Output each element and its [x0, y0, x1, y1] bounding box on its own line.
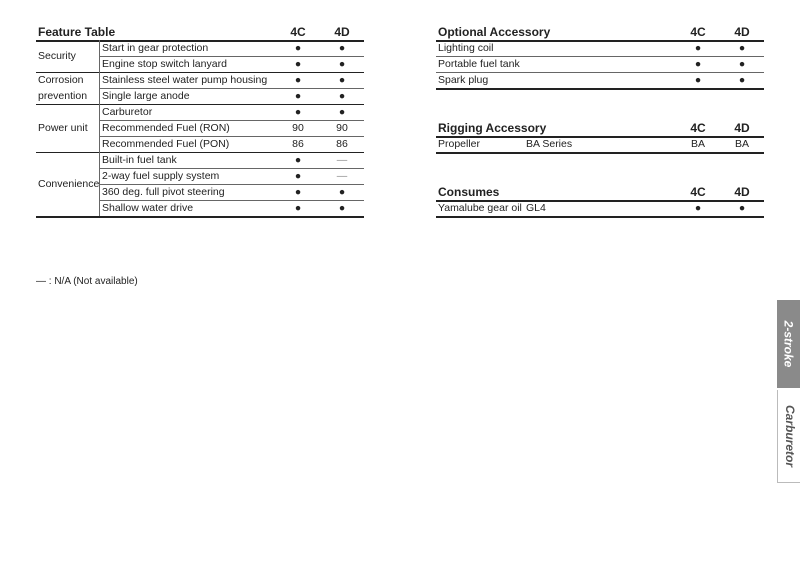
value-4c: ● — [294, 90, 302, 102]
rigging-accessory-col-4c: 4C — [690, 121, 706, 135]
value-4d: ● — [338, 58, 346, 70]
feature-cell: Start in gear protection — [102, 42, 209, 54]
value-4c: ● — [294, 42, 302, 54]
value-4c: ● — [694, 58, 702, 70]
value-4c: ● — [694, 202, 702, 214]
value-4c: 86 — [292, 138, 304, 150]
optional-accessory-title: Optional Accessory — [438, 25, 551, 39]
consumable-detail: GL4 — [526, 202, 546, 214]
feature-table-bottom-rule — [36, 216, 364, 218]
feature-cell: Single large anode — [102, 90, 190, 102]
footnote: — : N/A (Not available) — [36, 276, 138, 287]
value-4c: ● — [294, 106, 302, 118]
optional-accessory-col-4d: 4D — [734, 25, 750, 39]
value-4d: — — [336, 170, 348, 182]
optional-accessory-bottom-rule — [436, 88, 764, 90]
side-tab-2-stroke-label: 2-stroke — [781, 320, 796, 368]
accessory-item: Propeller — [438, 138, 481, 150]
side-tab-carburetor[interactable] — [777, 390, 800, 483]
value-4d: 90 — [336, 122, 348, 134]
consumable-item: Yamalube gear oil — [438, 202, 522, 214]
rigging-accessory-title: Rigging Accessory — [438, 121, 547, 135]
group-divider — [36, 104, 364, 105]
group-label-convenience: Convenience — [38, 178, 100, 190]
value-4d: — — [336, 154, 348, 166]
value-4d: ● — [338, 42, 346, 54]
feature-cell: Stainless steel water pump housing — [102, 74, 268, 86]
value-4c: ● — [294, 74, 302, 86]
consumes-col-4c: 4C — [690, 185, 706, 199]
feature-cell: Carburetor — [102, 106, 153, 118]
feature-cell: 2-way fuel supply system — [102, 170, 220, 182]
feature-cell: Recommended Fuel (PON) — [102, 138, 230, 150]
consumes-col-4d: 4D — [734, 185, 750, 199]
consumes-bottom-rule — [436, 216, 764, 218]
accessory-detail: BA Series — [526, 138, 573, 150]
group-label-corrosion-prevention: Corrosion prevention — [38, 74, 88, 102]
group-divider — [36, 152, 364, 153]
value-4c: 90 — [292, 122, 304, 134]
rigging-accessory-bottom-rule — [436, 152, 764, 154]
value-4c: BA — [690, 138, 705, 150]
feature-cell: Engine stop switch lanyard — [102, 58, 227, 70]
value-4c: ● — [694, 42, 702, 54]
value-4d: 86 — [336, 138, 348, 150]
value-4d: ● — [338, 106, 346, 118]
feature-cell: Built-in fuel tank — [102, 154, 177, 166]
feature-table-col-4d: 4D — [334, 25, 350, 39]
accessory-item: Portable fuel tank — [438, 58, 520, 70]
value-4d: ● — [338, 90, 346, 102]
consumes-title: Consumes — [438, 185, 500, 199]
value-4c: ● — [294, 58, 302, 70]
value-4d: ● — [338, 202, 346, 214]
value-4d: ● — [738, 74, 746, 86]
column-divider — [99, 40, 100, 216]
rigging-accessory-col-4d: 4D — [734, 121, 750, 135]
value-4c: ● — [294, 154, 302, 166]
value-4c: ● — [294, 170, 302, 182]
value-4c: ● — [294, 202, 302, 214]
feature-table-title: Feature Table — [38, 25, 116, 39]
value-4c: ● — [694, 74, 702, 86]
side-tab-2-stroke[interactable] — [777, 300, 800, 388]
accessory-item: Spark plug — [438, 74, 489, 86]
value-4d: ● — [338, 186, 346, 198]
accessory-item: Lighting coil — [438, 42, 494, 54]
feature-table-col-4c: 4C — [290, 25, 306, 39]
rigging-accessory-header-rule — [436, 136, 764, 138]
feature-cell: Recommended Fuel (RON) — [102, 122, 230, 134]
feature-cell: Shallow water drive — [102, 202, 194, 214]
value-4d: ● — [738, 202, 746, 214]
group-label-power-unit: Power unit — [38, 122, 88, 134]
group-label-security: Security — [38, 50, 76, 62]
value-4d: BA — [734, 138, 749, 150]
side-tab-carburetor-label: Carburetor — [782, 404, 797, 468]
value-4d: ● — [738, 58, 746, 70]
value-4d: ● — [738, 42, 746, 54]
feature-cell: 360 deg. full pivot steering — [102, 186, 225, 198]
value-4c: ● — [294, 186, 302, 198]
value-4d: ● — [338, 74, 346, 86]
optional-accessory-col-4c: 4C — [690, 25, 706, 39]
